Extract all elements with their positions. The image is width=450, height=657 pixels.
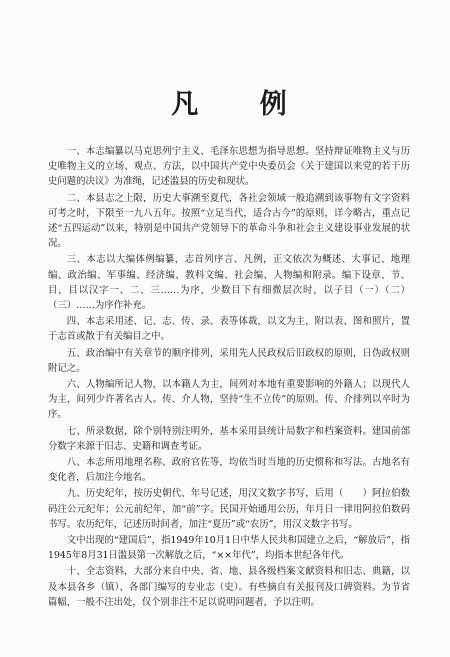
paragraph-5: 五、政治编中有关章节的顺序排列，采用先人民政权后旧政权的原则，日伪政权则附记之。 [48,347,410,374]
paragraph-7: 七、所录数据，除个别特别注明外，基本采用县统计局数字和档案资料。建国前部分数字来源于旧志、史籍和调查考证。 [48,425,410,452]
paragraph-2: 二、本县志之上限，历史大事溯至夏代，各社会领域一般追溯到该事物有文字资料可考之时，下限至一九八五年。按照“立足当代，适合古今”的原则，详今略古，重点记述“五四运动”以来，特别是中国共产党领导下的革命斗争和社会主义建设事业发展的状况。 [48,192,410,250]
paragraph-1: 一、本志编纂以马克思列宁主义、毛泽东思想为指导思想。坚持辩证唯物主义与历史唯物主义的立场、观点、方法，以中国共产党中央委员会《关于建国以来党的若干历史问题的决议》为准绳，记述滥县的历史和现状。 [48,146,410,188]
paragraph-8: 八、本志所用地理名称、政府官佐等，均依当时当地的历史惯称和写法。古地名有变化者，后加注今地名。 [48,457,410,484]
paragraph-10: 文中出现的“建国后”，指1949年10月1日中华人民共和国建立之后，“解放后”，指1945年8月31日滥县第一次解放之后，“××年代”，均指本世纪各年代。 [48,535,410,562]
paragraph-3: 三、本志以大编体例编纂，志首列序言、凡例，正文依次为概述、大事记、地理编、政治编、军事编、经济编、教科文编、社会编、人物编和附录。编下设章、节、目，目以汉字一、二、三……为序，少数目下有细微层次时，以子目（一）（二）（三）……为序作补充。 [48,254,410,312]
page-title: 凡 例 [171,89,313,120]
body-text [48,144,410,610]
paragraph-9: 九、历史纪年，按历史朝代、年号记述，用汉文数字书写，后用（ ）阿拉伯数码注公元纪年；公元前纪年，加“前”字。民国开始通用公历，年月日一律用阿拉伯数码书写。农历纪年，记述历时间者，加注“夏历”或“农历”，用汉文数字书写。 [48,488,410,530]
paragraph-4: 四、本志采用述、记、志、传、录、表等体裁，以文为主，附以表、图和照片，置于志首或散于有关编目之中。 [48,316,410,343]
paragraph-6: 六、人物编所记人物，以本籍人为主，间列对本地有重要影响的外籍人；以现代人为主，间列少许著名古人。传、介人物，坚持“生不立传”的原则。传、介排列以卒时为序。 [48,379,410,421]
paragraph-11: 十、全志资料，大部分来自中央、省、地、县各级档案文献资料和旧志、典籍，以及本县各乡（镇）、各部门编写的专业志（史）。有些摘自有关报刊及口碑资料。为节省篇幅，一般不注出处，仅个别非注不足以说明问题者，予以注明。 [48,566,410,608]
